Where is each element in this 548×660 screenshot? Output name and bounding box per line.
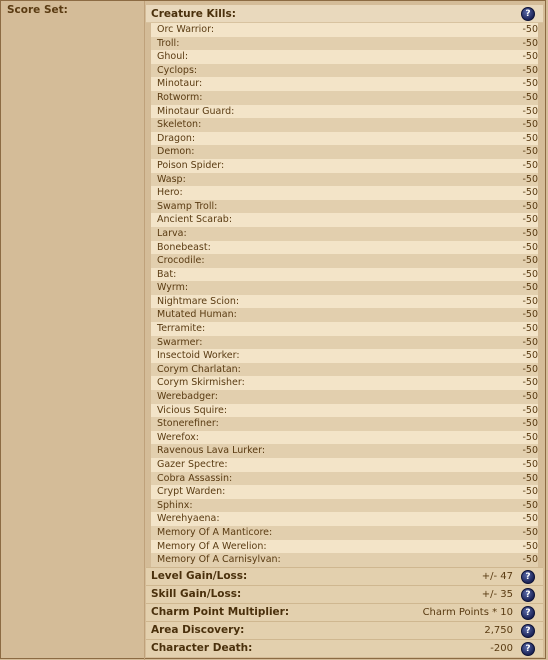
creature-name: Memory Of A Carnisylvan: xyxy=(157,554,281,566)
table-row xyxy=(151,105,538,119)
creature-name: Gazer Spectre: xyxy=(157,459,228,470)
help-icon[interactable]: ? xyxy=(521,624,535,638)
help-icon[interactable]: ? xyxy=(521,588,535,602)
table-row xyxy=(151,145,538,159)
creature-points: -50 xyxy=(522,173,538,185)
creature-name: Ghoul: xyxy=(157,51,189,63)
table-row xyxy=(151,512,538,526)
creature-name: Stonerefiner: xyxy=(157,418,219,430)
creature-points: -50 xyxy=(522,486,538,498)
creature-name: Terramite: xyxy=(157,323,206,335)
table-row xyxy=(151,77,538,91)
creature-name: Sphinx: xyxy=(157,499,193,511)
section-label: Character Death: xyxy=(151,641,253,654)
table-row xyxy=(151,23,538,37)
creature-points: -50 xyxy=(522,51,538,63)
creature-name: Bat: xyxy=(157,268,177,280)
creature-points: -50 xyxy=(522,418,538,430)
creature-points: -50 xyxy=(522,282,538,294)
table-row xyxy=(151,376,538,390)
table-row xyxy=(151,159,538,173)
creature-name: Ancient Scarab: xyxy=(157,214,233,226)
creature-name: Swarmer: xyxy=(157,336,203,348)
creature-name: Skeleton: xyxy=(157,119,202,131)
creature-points: -50 xyxy=(522,295,538,307)
creature-points: -50 xyxy=(522,105,538,117)
creature-name: Werehyaena: xyxy=(157,513,220,525)
table-row xyxy=(151,349,538,363)
creature-points: -50 xyxy=(522,37,538,49)
table-row xyxy=(151,390,538,404)
column-divider xyxy=(144,1,145,660)
help-icon[interactable]: ? xyxy=(521,7,535,21)
creature-points: -50 xyxy=(522,513,538,525)
creature-name: Crocodile: xyxy=(157,255,205,267)
creature-points: -50 xyxy=(522,431,538,443)
table-row xyxy=(151,173,538,187)
table-row xyxy=(151,553,538,567)
creature-name: Minotaur: xyxy=(157,78,203,90)
creature-name: Larva: xyxy=(157,227,187,239)
creature-points: -50 xyxy=(522,227,538,239)
creature-points: -50 xyxy=(522,214,538,226)
table-row xyxy=(151,472,538,486)
creature-name: Wasp: xyxy=(157,173,186,185)
table-row xyxy=(151,404,538,418)
table-row xyxy=(151,37,538,51)
creature-name: Ravenous Lava Lurker: xyxy=(157,445,266,457)
table-row xyxy=(151,118,538,132)
table-row xyxy=(151,213,538,227)
creature-name: Werebadger: xyxy=(157,391,218,403)
section-label: Area Discovery: xyxy=(151,623,245,636)
help-icon[interactable]: ? xyxy=(521,606,535,620)
creature-points: -50 xyxy=(522,146,538,158)
creature-points: -50 xyxy=(522,499,538,511)
creature-points: -50 xyxy=(522,241,538,253)
help-icon[interactable]: ? xyxy=(521,570,535,584)
creature-points: -50 xyxy=(522,377,538,389)
creature-kills-header xyxy=(146,5,543,23)
creature-kill-list xyxy=(151,23,538,567)
table-row xyxy=(151,417,538,431)
creature-name: Cobra Assassin: xyxy=(157,472,233,484)
table-row xyxy=(151,308,538,322)
score-set-label: Score Set: xyxy=(7,4,68,16)
creature-points: -50 xyxy=(522,336,538,348)
section-value: 2,750 xyxy=(484,624,513,636)
creature-name: Corym Charlatan: xyxy=(157,363,241,375)
table-row xyxy=(151,186,538,200)
table-row xyxy=(151,444,538,458)
table-row xyxy=(151,295,538,309)
creature-name: Mutated Human: xyxy=(157,309,237,321)
creature-name: Rotworm: xyxy=(157,91,203,103)
table-row xyxy=(151,526,538,540)
table-row xyxy=(151,254,538,268)
creature-kills-title: Creature Kills: xyxy=(151,8,236,20)
table-row xyxy=(151,227,538,241)
section-value: +/- 35 xyxy=(481,588,513,600)
creature-points: -50 xyxy=(522,459,538,470)
help-icon[interactable]: ? xyxy=(521,642,535,656)
section-value: +/- 47 xyxy=(481,570,513,582)
creature-points: -50 xyxy=(522,404,538,416)
creature-name: Wyrm: xyxy=(157,282,189,294)
table-row xyxy=(151,485,538,499)
creature-name: Demon: xyxy=(157,146,195,158)
creature-name: Insectoid Worker: xyxy=(157,350,240,362)
table-row xyxy=(151,50,538,64)
creature-points: -50 xyxy=(522,119,538,131)
section-value: -200 xyxy=(490,642,513,654)
table-row xyxy=(151,499,538,513)
score-section-row xyxy=(146,621,543,639)
table-row xyxy=(151,91,538,105)
table-row xyxy=(151,363,538,377)
section-value: Charm Points * 10 xyxy=(422,606,513,618)
creature-name: Dragon: xyxy=(157,132,196,144)
section-label: Level Gain/Loss: xyxy=(151,569,248,582)
score-section-row xyxy=(146,639,543,657)
creature-points: -50 xyxy=(522,472,538,484)
creature-name: Minotaur Guard: xyxy=(157,105,235,117)
creature-points: -50 xyxy=(522,268,538,280)
creature-name: Vicious Squire: xyxy=(157,404,228,416)
creature-name: Bonebeast: xyxy=(157,241,211,253)
table-row xyxy=(151,431,538,445)
creature-points: -50 xyxy=(522,159,538,171)
creature-points: -50 xyxy=(522,91,538,103)
creature-points: -50 xyxy=(522,187,538,199)
creature-points: -50 xyxy=(522,540,538,552)
creature-points: -50 xyxy=(522,526,538,538)
creature-points: -50 xyxy=(522,132,538,144)
creature-name: Troll: xyxy=(157,37,180,49)
creature-name: Werefox: xyxy=(157,431,199,443)
creature-name: Memory Of A Manticore: xyxy=(157,526,273,538)
creature-points: -50 xyxy=(522,363,538,375)
creature-points: -50 xyxy=(522,255,538,267)
creature-points: -50 xyxy=(522,554,538,566)
creature-points: -50 xyxy=(522,309,538,321)
table-row xyxy=(151,458,538,472)
table-row xyxy=(151,268,538,282)
creature-name: Nightmare Scion: xyxy=(157,295,240,307)
creature-points: -50 xyxy=(522,64,538,76)
table-row xyxy=(151,241,538,255)
table-row xyxy=(151,336,538,350)
score-section-row xyxy=(146,567,543,585)
creature-points: -50 xyxy=(522,323,538,335)
creature-name: Cyclops: xyxy=(157,64,198,76)
creature-name: Crypt Warden: xyxy=(157,486,226,498)
score-section-row xyxy=(146,603,543,621)
creature-name: Orc Warrior: xyxy=(157,24,215,35)
creature-name: Memory Of A Werelion: xyxy=(157,540,267,552)
section-label: Charm Point Multiplier: xyxy=(151,605,290,618)
creature-points: -50 xyxy=(522,200,538,212)
score-panel xyxy=(146,5,543,655)
creature-points: -50 xyxy=(522,391,538,403)
creature-points: -50 xyxy=(522,445,538,457)
creature-points: -50 xyxy=(522,350,538,362)
creature-points: -50 xyxy=(522,78,538,90)
table-row xyxy=(151,132,538,146)
creature-name: Poison Spider: xyxy=(157,159,225,171)
score-section-row xyxy=(146,585,543,603)
creature-name: Corym Skirmisher: xyxy=(157,377,245,389)
creature-name: Swamp Troll: xyxy=(157,200,218,212)
table-row xyxy=(151,540,538,554)
table-row xyxy=(151,281,538,295)
creature-name: Hero: xyxy=(157,187,183,199)
table-row xyxy=(151,200,538,214)
table-row xyxy=(151,64,538,78)
table-row xyxy=(151,322,538,336)
score-sections xyxy=(146,567,543,657)
section-label: Skill Gain/Loss: xyxy=(151,587,242,600)
creature-points: -50 xyxy=(522,24,538,35)
